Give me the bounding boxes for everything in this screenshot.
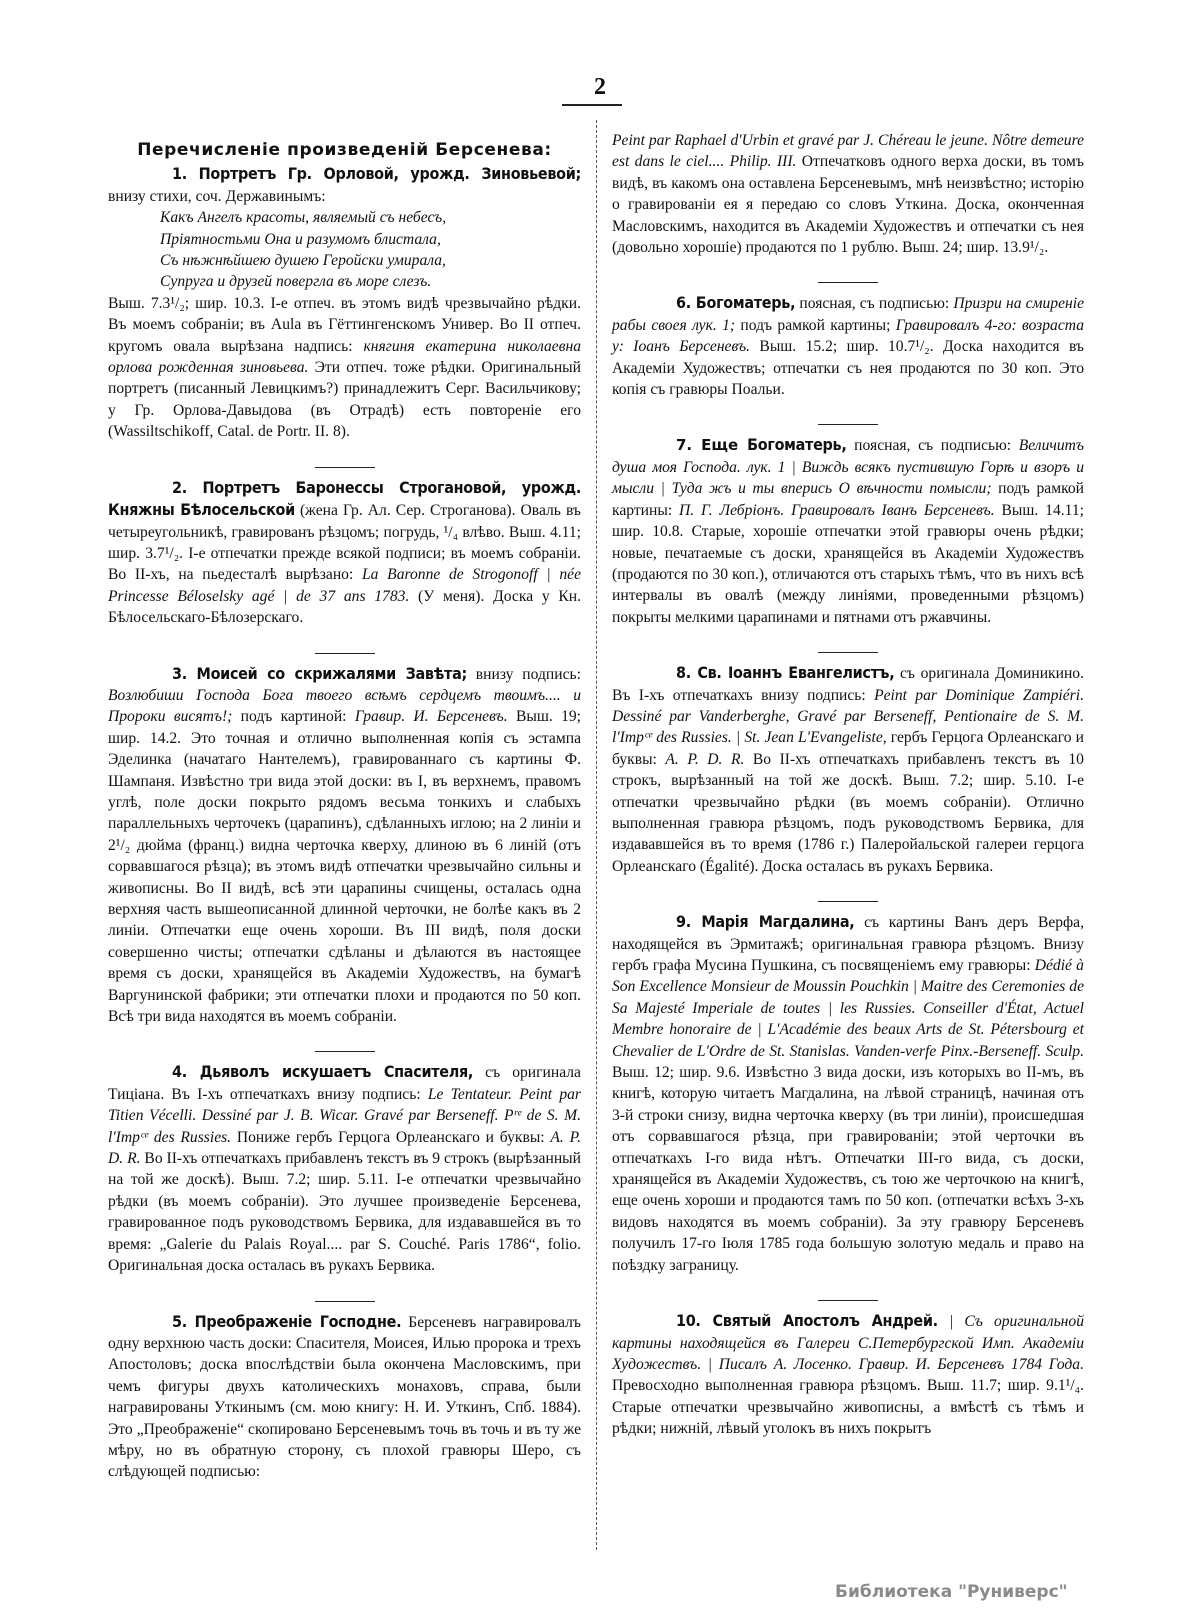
entry-text: (У меня). Доска у Кн. Бѣлосельскаго-Бѣлозерскаго. bbox=[108, 587, 581, 627]
entry-text: Выш. 12; шир. 9.6. Извѣстно 3 вида доски, изъ которыхъ во II-мъ, въ книгѣ, которую читаетъ Магдалина, на лѣвой страницѣ, начиная отъ 3-й строки снизу, видна черточка кверху (въ три линіи), происшедшая отъ сорвавшагося рѣзца, при гравированіи; этой черточки въ отпечаткахъ I-го вида нѣтъ. Отпечатки III-го вида, съ доски, хранящейся въ Академіи Художествъ, съ тою же черточкою на книгѣ, еще очень хороши и продаются тамъ по 50 коп. (отпечатки всѣхъ 3-хъ видовъ находятся въ моемъ собраніи). За эту гравюру Берсеневъ получилъ 17-го Іюля 1785 года большую золотую медаль и право на поѣздку заграницу. bbox=[612, 1064, 1084, 1274]
inscription: Dédié à Son Excellence Monsieur de Moussin Pouchkin | Maitre des Ceremonies de Sa Majesté Imperiale de toutes | les Russies. Conseiller d'État, Actuel Membre honoraire de | L'Académie des beaux Arts de St. Pétersbourg et Chevalier de L'Ordre de St. Stanislas. Vanden-verfe Pinx.-Berseneff. Sculp. bbox=[612, 957, 1084, 1060]
entry-text: Отпечатковъ одного верха доски, въ томъ видѣ, въ какомъ она оставлена Берсеневымъ, мнѣ неизвѣстно; исторію о гравированіи ея я передаю со словъ Уткина. Доска, оконченная Масловскимъ, находится въ Академіи Художествъ и отпечатки съ нея (довольно хорошіе) продаются по 1 рублю. Выш. 24; шир. 13.9¹/₂. bbox=[612, 153, 1084, 257]
entry-title: 10. Святый Апостолъ Андрей. bbox=[676, 1311, 938, 1331]
inscription: Гравир. И. Берсеневъ. bbox=[354, 708, 508, 726]
verse bbox=[160, 207, 581, 293]
entry-text: внизу стихи, соч. Державинымъ: bbox=[108, 187, 326, 205]
separator bbox=[612, 638, 1084, 642]
inscription: Возлюбиши Господа Бога твоего всѣмъ сердцемъ твоимъ.... и Пророки висятъ!; bbox=[108, 686, 581, 726]
entry-title: 3. Моисей со скрижалями Завѣта; bbox=[172, 663, 467, 683]
entry-text: Во II-хъ отпечаткахъ прибавленъ текстъ въ 9 строкъ (вырѣзанный на той же доскѣ). Выш. 7.2; шир. 5.11. I-е отпечатки чрезвычайно рѣдки (въ моемъ собраніи). Это лучшее произведеніе Берсенева, гравированное подъ руководствомъ Бервика, для издававшейся въ то время: „Galerie du Palais Royal.... par S. Couché. Paris 1786“, folio. Оригинальная доска осталась въ рукахъ Бервика. bbox=[108, 1150, 581, 1275]
entry-text: Пониже гербъ Герцога Орлеанскаго и буквы: bbox=[231, 1128, 551, 1146]
entry-1 bbox=[108, 163, 581, 442]
inscription: Величитъ душа моя Господа. лук. 1 | Виждь всякъ пустившую Горѣ и взоръ и мысли | Туда жъ и ты вперись О вѣчности помысли; bbox=[612, 437, 1084, 498]
entry-text: съ картины Ванъ деръ Верфа, находящейся въ Эрмитажѣ; оригинальная гравюра рѣзцомъ. Внизу гербъ графа Мусина Пушкина, съ посвященіемъ ему гравюры: bbox=[612, 914, 1084, 974]
entry-10 bbox=[612, 1310, 1084, 1439]
entry-text: подъ рамкой картины: bbox=[612, 480, 1085, 519]
separator bbox=[612, 410, 1084, 414]
inscription: П. Г. Лебріонъ. Гравировалъ Іванъ Берсеневъ. bbox=[679, 501, 995, 519]
entry-text: (жена Гр. Ал. Сер. Строганова). Оваль въ четыреугольникѣ, гравированъ рѣзцомъ; погрудь, ¹/₄ влѣво. Выш. 4.11; шир. 3.7¹/₂. I-е отпечатки прежде всякой подписи; въ моемъ собраніи. Во II-хъ, на пьедесталѣ вырѣзано: bbox=[108, 502, 581, 584]
entry-title: 9. Марія Магдалина, bbox=[676, 912, 855, 932]
page-number-rule bbox=[562, 104, 622, 107]
column-divider bbox=[596, 120, 597, 1550]
page-number: 2 bbox=[594, 74, 606, 100]
entry-text: Выш. 15.2; шир. 10.7¹/₂. Доска находится въ Академіи Художествъ; отпечатки съ нея продаются по 30 коп. Это копія съ гравюры Поальи. bbox=[612, 338, 1084, 399]
verse-line: Пріятностьми Она и разумомъ блистала, bbox=[160, 230, 441, 248]
separator bbox=[612, 268, 1084, 272]
entry-title: 2. Портретъ Баронессы Строгановой, урожд. Княжны Бѣлосельской bbox=[108, 477, 581, 520]
entry-5 bbox=[108, 1311, 581, 1483]
entry-title: 6. Богоматерь, bbox=[676, 293, 796, 313]
entry-text: поясная, съ подписью: bbox=[795, 295, 954, 313]
entry-text: гербъ Герцога Орлеанскаго и буквы: bbox=[612, 729, 1084, 768]
inscription: Peint par Dominique Zampiéri. Dessiné par Vanderberghe, Gravé par Berseneff, Pentionaire de S. M. l'Impᶜᵉ des Russies. | St. Jean L'Evangeliste, bbox=[612, 686, 1084, 747]
separator bbox=[108, 1037, 581, 1041]
entry-9 bbox=[612, 911, 1084, 1276]
entry-2 bbox=[108, 477, 581, 629]
entry-text: съ оригинала Тиціана. Въ I-хъ отпечаткахъ внизу подпись: bbox=[108, 1064, 581, 1103]
entry-text: Выш. 7.3¹/₂; шир. 10.3. I-е отпеч. въ этомъ видѣ чрезвычайно рѣдки. Въ моемъ собраніи; въ Aula въ Гёттингенскомъ Универ. Во II отпеч. кругомъ овала вырѣзана надпись: bbox=[108, 294, 581, 355]
entry-text: Выш. 14.11; шир. 10.8. Старые, хорошіе отпечатки этой гравюры очень рѣдки; новые, печатаемые съ доски, хранящейся въ Академіи Художествъ (продаются по 30 коп.), отличаются отъ старыхъ тѣмъ, что въ нихъ всѣ интервалы въ овалѣ (между линіями, проведенными рѣзцомъ) покрыты мелкими царапинами и пятнами отъ ржавчины. bbox=[612, 501, 1084, 626]
entry-7 bbox=[612, 434, 1084, 628]
entry-4 bbox=[108, 1061, 581, 1276]
entry-title: 4. Дьяволъ искушаетъ Спасителя, bbox=[172, 1062, 474, 1082]
entry-6 bbox=[612, 292, 1084, 400]
verse-line: Супруга и друзей повергла въ море слезъ. bbox=[160, 273, 432, 291]
entry-text: съ оригинала Доминикино. Въ I-хъ отпечаткахъ внизу подпись: bbox=[612, 665, 1085, 704]
entry-title: 1. Портретъ Гр. Орловой, урожд. Зиновьевой; bbox=[172, 164, 581, 184]
entry-number: 7. Еще bbox=[676, 436, 748, 455]
entry-text: поясная, съ подписью: bbox=[846, 437, 1019, 455]
inscription: Гравировалъ 4-го: возраста у: Іоанъ Берсеневъ. bbox=[612, 316, 1085, 356]
entry-text: Во II-хъ отпечаткахъ прибавленъ текстъ въ 10 строкъ, вырѣзанный на той же доскѣ. Выш. 7.2; шир. 5.10. I-е отпечатки чрезвычайно рѣдки (въ моемъ собраніи). Отлично выполненная гравюра рѣзцомъ, подъ руководствомъ Бервика, для издававшейся въ то время (1786 г.) Палеройальской галереи герцога Орлеанскаго (Égalité). Доска осталась въ рукахъ Бервика. bbox=[612, 750, 1084, 875]
separator bbox=[108, 453, 581, 457]
separator bbox=[108, 1287, 581, 1291]
entry-text: Выш. 19; шир. 14.2. Это точная и отлично выполненная копія съ эстампа Эделинка (начатаго Нантелемъ), гравированнаго съ картины Ф. Шампаня. Извѣстно три вида этой доски: въ I, въ верхнемъ, правомъ углѣ, поле доски покрыто рядомъ весьма тонкихъ и слабыхъ параллельныхъ черточекъ (царапинъ), сдѣланныхъ иглою; на 2 линіи и 2¹/₂ дюйма (франц.) видна черточка кверху, длиною въ 6 линій (отъ сорвавшагося рѣзца); въ этомъ видѣ отпечатки чрезвычайно сильны и живописны. Во II видѣ, всѣ эти царапины счищены, осталась одна верхняя часть вышеописанной длинной черточки, не болѣе какъ въ 2 линіи. Отпечатки еще очень хороши. Въ III видѣ, поля доски совершенно чисты; отпечатки сдѣланы и дѣлаются въ настоящее время съ доски, хранящейся въ Академіи Художествъ, на бумагѣ Варгунинской фабрики; эти отпечатки плохи и продаются по 50 коп. Всѣ три вида находятся въ моемъ собраніи. bbox=[108, 708, 582, 1026]
entry-title: Богоматерь, bbox=[747, 435, 847, 455]
inscription: Peint par Raphael d'Urbin et gravé par J. Chéreau le jeune. Nôtre demeure est dans le ciel.... Philip. III. bbox=[612, 132, 1084, 171]
entry-title: 8. Св. Іоаннъ Евангелистъ, bbox=[676, 663, 895, 683]
inscription: A. P. D. R. bbox=[665, 750, 745, 768]
entry-8 bbox=[612, 662, 1084, 877]
separator bbox=[108, 639, 581, 643]
entry-3 bbox=[108, 663, 581, 1028]
inscription: | Съ оригинальной картины находящейся въ Галереи С.Петербургской Имп. Академіи Художествъ. | Писалъ А. Лосенко. Гравир. И. Берсеневъ 1784 Года. bbox=[612, 1313, 1084, 1373]
inscription: La Baronne de Strogonoff | née Princesse Béloselsky agé | de 37 ans 1783. bbox=[108, 566, 581, 605]
left-column bbox=[108, 140, 581, 1483]
verse-line: Какъ Ангелъ красоты, являемый съ небесъ, bbox=[160, 209, 447, 227]
library-watermark: Библиотека "Руниверс" bbox=[835, 1582, 1068, 1602]
section-heading: Перечисленіе произведеній Берсенева: bbox=[137, 140, 552, 160]
right-column bbox=[612, 130, 1084, 1440]
entry-text: Берсеневъ награвировалъ одну верхнюю часть доски: Спасителя, Моисея, Илью пророка и трехъ Апостоловъ; доска впослѣдствіи была окончена Масловскимъ, при чемъ фигуры двухъ католическихъ монаховъ, справа, были награвированы Уткинымъ (см. мою книгу: Н. И. Уткинъ, Спб. 1884). Это „Преображеніе“ скопировано Берсеневымъ точь въ точь и въ ту же мѣру, но въ обратную сторону, съ плохой гравюры Шеро, съ слѣдующей подписью: bbox=[108, 1313, 581, 1481]
separator bbox=[612, 1286, 1084, 1290]
separator bbox=[612, 887, 1084, 891]
inscription: княгиня екатерина николаевна орлова рожденная зиновьева. bbox=[108, 337, 581, 377]
inscription: Призри на смиреніе рабы своея лук. 1; bbox=[612, 295, 1084, 334]
entry-5-continued bbox=[612, 130, 1084, 258]
entry-title: 5. Преображеніе Господне. bbox=[172, 1311, 402, 1331]
verse-line: Съ нѣжнѣйшею душею Геройски умирала, bbox=[160, 252, 446, 270]
entry-text: Эти отпеч. тоже рѣдки. Оригинальный портретъ (писанный Левицкимъ?) принадлежитъ Серг. Васильчикову; у Гр. Орлова-Давыдова (въ Отрадѣ) есть повтореніе его (Wassiltschikoff, Catal. de Portr. II. 8). bbox=[108, 359, 581, 441]
entry-text: внизу подпись: bbox=[466, 665, 581, 683]
entry-text: подъ картиной: bbox=[232, 708, 355, 726]
entry-text: подъ рамкой картины; bbox=[735, 316, 896, 334]
entry-text: Превосходно выполненная гравюра рѣзцомъ. Выш. 11.7; шир. 9.1¹/₄. Старые отпечатки чрезвычайно живописны, а вмѣстѣ съ тѣмъ и рѣдки; нижній, лѣвый уголокъ въ нихъ покрытъ bbox=[612, 1377, 1084, 1438]
inscription: Le Tentateur. Peint par Titien Vécelli. Dessiné par J. B. Wicar. Gravé par Berseneff. Pʳᵉ de S. M. l'Impᶜᵉ des Russies. bbox=[108, 1085, 581, 1146]
inscription: A. P. D. R. bbox=[108, 1128, 581, 1168]
